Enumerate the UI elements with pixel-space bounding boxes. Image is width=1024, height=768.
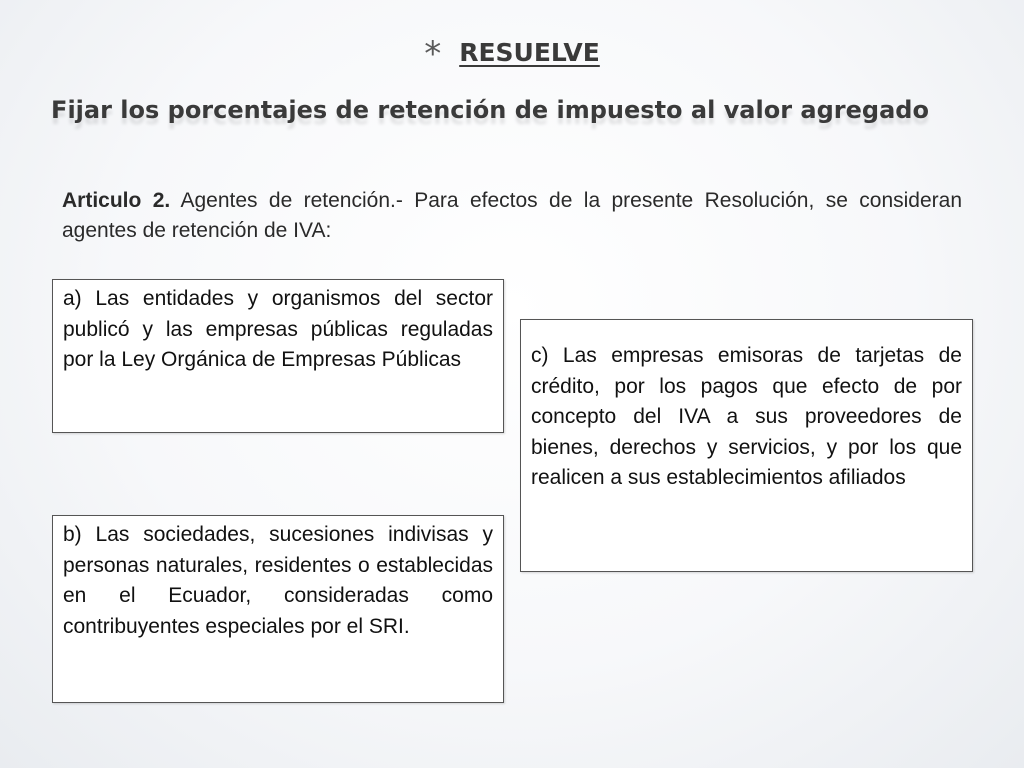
heading-title: RESUELVE [459, 38, 600, 67]
item-box-c [520, 319, 973, 572]
article-label: Articulo 2. [62, 189, 171, 212]
slide-subtitle: Fijar los porcentajes de retención de impuesto al valor agregado [51, 96, 929, 124]
item-text-b: b) Las sociedades, sucesiones indivisas y personas naturales, residentes o establecidas en el Ecuador, consideradas como contribuyentes especiales por el SRI. [63, 523, 493, 638]
item-text-c: c) Las empresas emisoras de tarjetas de crédito, por los pagos que efecto de por concepto del IVA a sus proveedores de bienes, derechos y servicios, y por los que realicen a sus establecimientos afiliados [531, 344, 962, 489]
item-box-b [52, 515, 504, 703]
asterisk-bullet: * [424, 34, 442, 74]
article-paragraph [62, 186, 962, 246]
article-text: Agentes de retención.- Para efectos de la presente Resolución, se consideran agentes de retención de IVA: [62, 189, 962, 242]
item-box-a [52, 279, 504, 433]
slide-heading [0, 34, 1024, 74]
item-text-a: a) Las entidades y organismos del sector publicó y las empresas públicas reguladas por la Ley Orgánica de Empresas Públicas [63, 287, 493, 371]
